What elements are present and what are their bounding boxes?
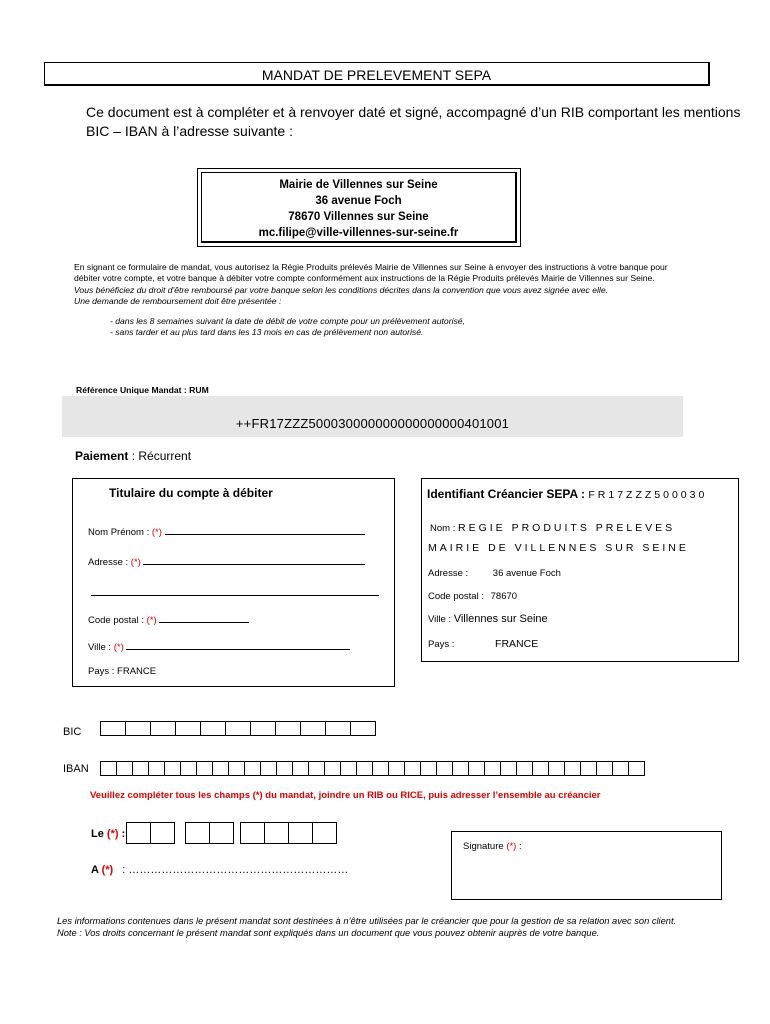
required-marker: (*) xyxy=(130,557,141,568)
char-box[interactable] xyxy=(100,761,117,776)
address-box xyxy=(197,168,521,247)
date-month-boxes[interactable] xyxy=(186,822,234,844)
char-box[interactable] xyxy=(388,761,405,776)
debtor-city-label: Ville : xyxy=(88,642,114,653)
creditor-panel xyxy=(421,478,739,662)
payment-value: : Récurrent xyxy=(128,449,192,463)
signature-label-text: Signature xyxy=(463,841,507,852)
char-box[interactable] xyxy=(580,761,597,776)
debtor-address-field[interactable] xyxy=(143,554,365,565)
char-box[interactable] xyxy=(132,761,149,776)
date-char-box[interactable] xyxy=(185,822,210,844)
char-box[interactable] xyxy=(228,761,245,776)
date-label-text: Le xyxy=(91,828,107,840)
char-box[interactable] xyxy=(300,721,326,736)
place-row xyxy=(91,864,348,876)
footer-line-2: Note : Vos droits concernant le présent mandat sont expliqués dans un document que vous pouvez obtenir auprès de votre banque. xyxy=(57,928,600,938)
legal-authorization: En signant ce formulaire de mandat, vous autorisez la Régie Produits prélevés Mairie de Villennes sur Seine à envoyer des instructions à votre banque pour débiter votre compte, et votre banque à débiter votre compte conformément aux instructions de la Régie Produits prélevés Mairie de Villennes sur Seine. xyxy=(74,262,668,284)
debtor-address-row-2 xyxy=(91,585,379,599)
bic-field[interactable] xyxy=(101,721,376,736)
date-char-box[interactable] xyxy=(288,822,313,844)
date-char-box[interactable] xyxy=(264,822,289,844)
signature-label xyxy=(463,841,522,852)
legal-refund-request: Une demande de remboursement doit être présentée : xyxy=(74,296,282,307)
char-box[interactable] xyxy=(404,761,421,776)
char-box[interactable] xyxy=(250,721,276,736)
char-box[interactable] xyxy=(200,721,226,736)
signature-sep: : xyxy=(516,841,522,852)
date-char-box[interactable] xyxy=(126,822,151,844)
char-box[interactable] xyxy=(225,721,251,736)
char-box[interactable] xyxy=(244,761,261,776)
required-marker: (*) xyxy=(151,527,162,538)
debtor-address-row xyxy=(88,554,365,568)
footer-line-1: Les informations contenues dans le présent mandat sont destinées à n’être utilisées par le créancier que pour la gestion de sa relation avec son client. xyxy=(57,916,677,926)
creditor-country-value: FRANCE xyxy=(495,638,539,650)
creditor-city-label: Ville : xyxy=(428,614,454,625)
char-box[interactable] xyxy=(548,761,565,776)
char-box[interactable] xyxy=(196,761,213,776)
debtor-country-label: Pays : xyxy=(88,666,118,677)
creditor-address-label: Adresse : xyxy=(428,568,471,579)
date-field[interactable] xyxy=(127,822,347,844)
address-city: 78670 Villennes sur Seine xyxy=(288,211,429,223)
list-item: - dans les 8 semaines suivant la date de débit de votre compte pour un prélèvement autorisé, xyxy=(110,316,674,327)
address-email: mc.filipe@ville-villennes-sur-seine.fr xyxy=(258,227,459,239)
debtor-address-field-2[interactable] xyxy=(91,585,379,596)
creditor-country-label: Pays : xyxy=(428,639,458,650)
date-char-box[interactable] xyxy=(209,822,234,844)
title-text: MANDAT DE PRELEVEMENT SEPA xyxy=(261,67,492,83)
char-box[interactable] xyxy=(372,761,389,776)
date-year-boxes[interactable] xyxy=(241,822,337,844)
signature-box[interactable] xyxy=(451,831,722,900)
debtor-postal-row xyxy=(88,612,249,626)
creditor-name-line1: REGIE PRODUITS PRELEVES xyxy=(457,522,676,534)
creditor-id-label: Identifiant Créancier SEPA xyxy=(427,487,578,501)
char-box[interactable] xyxy=(175,721,201,736)
creditor-city-row xyxy=(428,613,548,625)
creditor-postal-value: 78670 xyxy=(490,591,518,602)
char-box[interactable] xyxy=(612,761,629,776)
debtor-name-field[interactable] xyxy=(165,524,365,535)
rum-label: Référence Unique Mandat : RUM xyxy=(76,385,209,395)
char-box[interactable] xyxy=(516,761,533,776)
place-label: A xyxy=(91,864,102,876)
date-label xyxy=(91,828,125,840)
char-box[interactable] xyxy=(164,761,181,776)
char-box[interactable] xyxy=(148,761,165,776)
legal-refund-conditions xyxy=(110,316,674,339)
debtor-postal-label: Code postal : xyxy=(88,615,147,626)
creditor-postal-label: Code postal : xyxy=(428,591,487,602)
char-box[interactable] xyxy=(260,761,277,776)
debtor-title: Titulaire du compte à débiter xyxy=(109,486,273,500)
debtor-postal-field[interactable] xyxy=(159,612,249,623)
address-name: Mairie de Villennes sur Seine xyxy=(279,179,438,191)
required-marker: (*) xyxy=(506,841,517,852)
char-box[interactable] xyxy=(125,721,151,736)
footer-notes xyxy=(57,915,757,939)
char-box[interactable] xyxy=(452,761,469,776)
char-box[interactable] xyxy=(468,761,485,776)
instruction-text: Veuillez compléter tous les champs (*) du mandat, joindre un RIB ou RICE, puis adresser l’ensemble au créancier xyxy=(90,790,601,801)
char-box[interactable] xyxy=(436,761,453,776)
payment-type xyxy=(75,449,191,463)
char-box[interactable] xyxy=(484,761,501,776)
char-box[interactable] xyxy=(420,761,437,776)
debtor-panel xyxy=(72,478,395,687)
legal-refund-right: Vous bénéficiez du droit d'être remboursé par votre banque selon les conditions décrites dans la convention que vous avez signée avec elle. xyxy=(74,284,608,295)
char-box[interactable] xyxy=(116,761,133,776)
date-day-boxes[interactable] xyxy=(127,822,175,844)
intro-text: Ce document est à compléter et à renvoyer daté et signé, accompagné d’un RIB comportant les mentions BIC – IBAN à l’adresse suivante : xyxy=(86,104,741,139)
required-marker: (*) xyxy=(101,864,114,876)
creditor-id-row xyxy=(427,485,707,503)
iban-field[interactable] xyxy=(101,761,645,776)
list-item: - sans tarder et au plus tard dans les 13 mois en cas de prélèvement non autorisé. xyxy=(110,327,674,338)
place-field[interactable]: : …………………………………………………… xyxy=(122,864,349,876)
char-box[interactable] xyxy=(275,721,301,736)
legal-text xyxy=(74,262,674,338)
debtor-city-field[interactable] xyxy=(126,639,350,650)
bic-label: BIC xyxy=(63,726,82,738)
date-sep: : xyxy=(118,828,126,840)
rum-value: ++FR17ZZZ500030000000000000000401001 xyxy=(235,416,510,431)
required-marker: (*) xyxy=(113,642,124,653)
required-marker: (*) xyxy=(106,828,119,840)
char-box[interactable] xyxy=(292,761,309,776)
char-box[interactable] xyxy=(324,761,341,776)
debtor-name-row xyxy=(88,524,365,538)
char-box[interactable] xyxy=(596,761,613,776)
char-box[interactable] xyxy=(100,721,126,736)
creditor-name-row xyxy=(430,518,675,536)
creditor-name-label: Nom : xyxy=(430,523,458,534)
document-title xyxy=(44,62,710,86)
debtor-city-row xyxy=(88,639,350,653)
char-box[interactable] xyxy=(150,721,176,736)
address-street: 36 avenue Foch xyxy=(315,195,402,207)
char-box[interactable] xyxy=(212,761,229,776)
char-box[interactable] xyxy=(276,761,293,776)
char-box[interactable] xyxy=(356,761,373,776)
char-box[interactable] xyxy=(564,761,581,776)
debtor-country-row xyxy=(88,666,156,677)
creditor-city-value: Villennes sur Seine xyxy=(453,613,548,625)
required-marker: (*) xyxy=(146,615,157,626)
debtor-address-label: Adresse : xyxy=(88,557,131,568)
debtor-name-label: Nom Prénom : xyxy=(88,527,152,538)
char-box[interactable] xyxy=(308,761,325,776)
creditor-id-value: FR17ZZZ500030 xyxy=(588,489,708,501)
date-char-box[interactable] xyxy=(240,822,265,844)
creditor-address-value: 36 avenue Foch xyxy=(492,568,561,579)
iban-label: IBAN xyxy=(63,763,89,775)
char-box[interactable] xyxy=(180,761,197,776)
payment-label: Paiement xyxy=(75,449,129,463)
char-box[interactable] xyxy=(500,761,517,776)
char-box[interactable] xyxy=(325,721,351,736)
char-box[interactable] xyxy=(628,761,645,776)
date-char-box[interactable] xyxy=(150,822,175,844)
creditor-country-row xyxy=(428,638,538,650)
debtor-country-value: FRANCE xyxy=(117,666,157,677)
creditor-name-line2: MAIRIE DE VILLENNES SUR SEINE xyxy=(428,542,689,554)
creditor-id-sep: : xyxy=(577,487,589,501)
date-char-box[interactable] xyxy=(312,822,337,844)
char-box[interactable] xyxy=(532,761,549,776)
char-box[interactable] xyxy=(350,721,376,736)
creditor-address-row xyxy=(428,568,561,579)
char-box[interactable] xyxy=(340,761,357,776)
creditor-postal-row xyxy=(428,591,517,602)
